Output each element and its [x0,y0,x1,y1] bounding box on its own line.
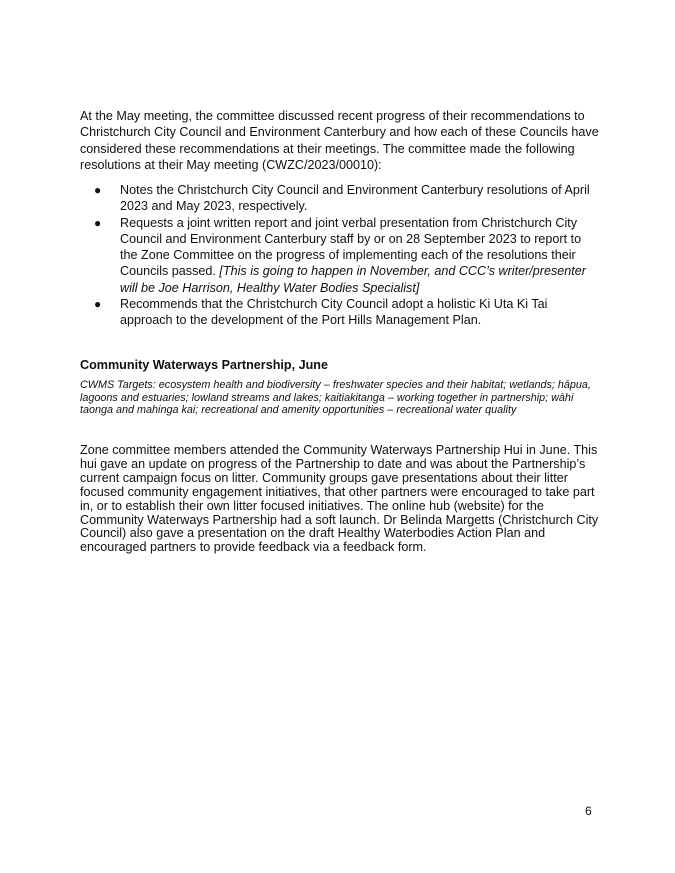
resolution-text: Notes the Christchurch City Council and Environment Canterbury resolutions of April 2023 and May 2023, respectively. [120,183,590,214]
hui-paragraph: Zone committee members attended the Community Waterways Partnership Hui in June. This hui gave an update on progress of the Partnership to date and was about the Partnership’s current campaign focus on litter. Community groups gave presentations about their litter focused community engagement initiatives, that other partners were encouraged to take part in, or to establish their own litter focused initiatives. The online hub (website) for the Community Waterways Partnership had a soft launch. Dr Belinda Margetts (Christchurch City Council) also gave a presentation on the draft Healthy Waterbodies Action Plan and encouraged partners to provide feedback via a feedback form. [80,443,599,555]
cwms-targets: CWMS Targets: ecosystem health and biodiversity – freshwater species and their habitat; wetlands; hāpua, lagoons and estuaries; lowland streams and lakes; kaitiakitanga – working together in partnership; wāhi taonga and mahinga kai; recreational and amenity opportunities – recreational water quality [80,379,591,416]
list-item [80,182,600,215]
bullet-icon: ● [94,297,102,312]
bullet-icon: ● [94,183,102,197]
page-number: 6 [585,804,592,818]
list-item [80,215,600,296]
resolution-text: Requests a joint written report and joint verbal presentation from Christchurch City Council and Environment Canterbury staff by or on 28 September 2023 to report to the Zone Committee on the progress of implementing each of the resolutions their Councils passed. [120,215,582,279]
resolution-text: Recommends that the Christchurch City Council adopt a holistic Ki Uta Ki Tai approach to the development of the Port Hills Management Plan. [120,297,548,328]
bullet-icon: ● [94,215,102,230]
list-item [80,296,600,329]
section-heading: Community Waterways Partnership, June [80,358,328,372]
resolution-note: [This is going to happen in November, and CCC’s writer/presenter will be Joe Harrison, Healthy Water Bodies Specialist] [120,264,586,295]
resolutions-list [80,182,600,329]
intro-paragraph: At the May meeting, the committee discussed recent progress of their recommendations to Christchurch City Council and Environment Canterbury and how each of these Councils have considered these recommendations at their meetings. The committee made the following resolutions at their May meeting (CWZC/2023/00010): [80,109,599,172]
